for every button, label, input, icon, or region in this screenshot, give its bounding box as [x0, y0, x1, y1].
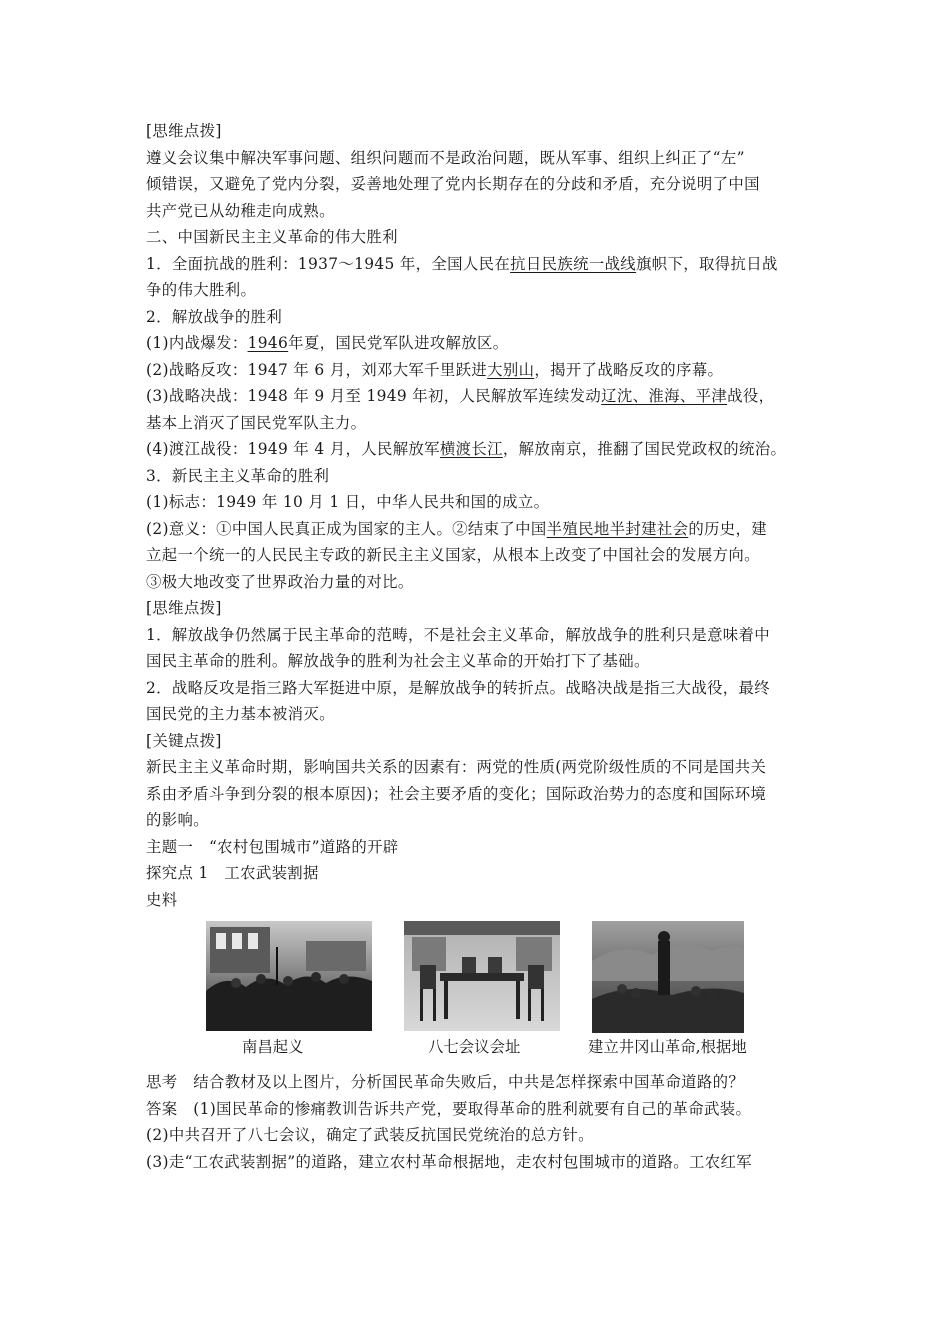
caption-august-seventh-meeting-site: 八七会议会址 [428, 1038, 521, 1056]
text-line [146, 675, 814, 702]
text-segment: 2．战略反攻是指三路大军挺进中原，是解放战争的转折点。战略决战是指三大战役，最终 [146, 678, 771, 697]
text-segment: [思维点拨] [146, 122, 222, 140]
text-line [146, 410, 814, 437]
text-line [146, 463, 814, 490]
text-segment: 遵义会议集中解决军事问题、组织问题而不是政治问题，既从军事、组织上纠正了“左” [146, 148, 745, 167]
text-line [146, 145, 814, 172]
text-line [146, 648, 814, 675]
text-line [146, 728, 814, 755]
jinggangshan-image [592, 921, 744, 1033]
text-line [146, 569, 814, 596]
text-segment: 年夏，国民党军队进攻解放区。 [288, 334, 509, 352]
text-line [146, 357, 814, 384]
text-line [146, 198, 814, 225]
text-segment: 共产党已从幼稚走向成熟。 [146, 201, 335, 220]
text-segment: ③极大地改变了世界政治力量的对比。 [146, 572, 414, 591]
figure-nanchang-uprising [206, 921, 372, 1031]
text-line [146, 1096, 814, 1123]
underlined-answer: 大别山 [487, 360, 535, 379]
text-line [146, 887, 814, 914]
caption-nanchang-uprising: 南昌起义 [242, 1038, 304, 1056]
text-segment: 1．解放战争仍然属于民主革命的范畴，不是社会主义革命，解放战争的胜利只是意味着中 [146, 625, 771, 644]
text-line [146, 171, 814, 198]
text-segment: 主题一 “农村包围城市”道路的开辟 [146, 837, 399, 856]
text-segment: 立起一个统一的人民民主专政的新民主主义国家，从根本上改变了中国社会的发展方向。 [146, 546, 760, 564]
document-page [146, 118, 814, 1175]
text-line [146, 542, 814, 569]
text-body [146, 118, 814, 913]
text-line [146, 860, 814, 887]
text-line [146, 701, 814, 728]
text-line [146, 224, 814, 251]
text-segment: 新民主主义革命时期，影响国共关系的因素有：两党的性质(两党阶级性质的不同是国共关 [146, 758, 767, 776]
text-line [146, 781, 814, 808]
text-line [146, 251, 814, 278]
text-body-continued [146, 1069, 814, 1175]
text-line [146, 304, 814, 331]
text-segment: 国民党的主力基本被消灭。 [146, 705, 335, 723]
text-segment: (2)意义：①中国人民真正成为国家的主人。②结束了中国 [146, 519, 547, 538]
text-segment: (3)战略决战：1948 年 9 月至 1949 年初，人民解放军连续发动 [146, 387, 602, 405]
text-segment: 思考 结合教材及以上图片，分析国民革命失败后，中共是怎样探索中国革命道路的？ [146, 1073, 745, 1091]
text-segment: 倾错误，又避免了党内分裂，妥善地处理了党内长期存在的分歧和矛盾，充分说明了中国 [146, 175, 760, 193]
text-segment: 战役， [727, 387, 775, 405]
nanchang-uprising-image [206, 921, 372, 1031]
underlined-answer: 辽沈、淮海、平津 [601, 387, 728, 405]
text-segment: 的历史，建 [688, 519, 768, 538]
underlined-answer: 半殖民地半封建社会 [546, 519, 689, 538]
text-line [146, 516, 814, 543]
text-line [146, 754, 814, 781]
text-line [146, 1069, 814, 1096]
text-segment: 史料 [146, 890, 178, 909]
text-line [146, 118, 814, 145]
text-line [146, 1122, 814, 1149]
text-line [146, 807, 814, 834]
text-segment: 国民主革命的胜利。解放战争的胜利为社会主义革命的开始打下了基础。 [146, 652, 650, 670]
text-segment: 探究点 1 工农武装割据 [146, 864, 319, 882]
text-segment: (3)走“工农武装割据”的道路，建立农村革命根据地，走农村包围城市的道路。工农红军 [146, 1152, 752, 1171]
text-segment: 3．新民主主义革命的胜利 [146, 466, 330, 485]
text-line [146, 489, 814, 516]
caption-jinggangshan-base: 建立井冈山革命,根据地 [588, 1038, 747, 1056]
text-line [146, 622, 814, 649]
text-segment: [思维点拨] [146, 599, 222, 617]
text-line [146, 330, 814, 357]
text-segment: ，解放南京，推翻了国民党政权的统治。 [502, 440, 787, 458]
text-segment: 答案 (1)国民革命的惨痛教训告诉共产党，要取得革命的胜利就要有自己的革命武装。 [146, 1099, 752, 1118]
text-segment: 旗帜下，取得抗日战 [636, 254, 778, 273]
underlined-answer: 横渡长江 [439, 440, 503, 458]
text-line [146, 595, 814, 622]
text-segment: [关键点拨] [146, 731, 222, 750]
text-segment: 的影响。 [146, 811, 209, 829]
text-line [146, 383, 814, 410]
text-segment: (1)内战爆发： [146, 334, 248, 352]
text-segment: (2)战略反攻：1947 年 6 月，刘邓大军千里跃进 [146, 360, 488, 379]
text-segment: (1)标志：1949 年 10 月 1 日，中华人民共和国的成立。 [146, 493, 550, 511]
text-segment: 系由矛盾斗争到分裂的根本原因)；社会主要矛盾的变化；国际政治势力的态度和国际环境 [146, 784, 767, 803]
text-segment: 争的伟大胜利。 [146, 281, 257, 299]
text-segment: ，揭开了战略反攻的序幕。 [534, 360, 724, 379]
text-segment: 基本上消灭了国民党军队主力。 [146, 413, 367, 432]
text-line [146, 436, 814, 463]
underlined-answer: 抗日民族统一战线 [510, 254, 637, 273]
underlined-answer: 1946 [247, 334, 289, 352]
text-line [146, 834, 814, 861]
figure-row [146, 917, 814, 1069]
text-line [146, 277, 814, 304]
figure-jinggangshan-base [592, 921, 744, 1033]
text-segment: (2)中共召开了八七会议，确定了武装反抗国民党统治的总方针。 [146, 1126, 594, 1144]
text-line [146, 1149, 814, 1176]
text-segment: 1．全面抗战的胜利：1937～1945 年，全国人民在 [146, 254, 511, 273]
figure-august-seventh-meeting-site [404, 921, 560, 1031]
text-segment: 2．解放战争的胜利 [146, 307, 283, 326]
text-segment: 二、中国新民主主义革命的伟大胜利 [146, 228, 398, 246]
text-segment: (4)渡江战役：1949 年 4 月，人民解放军 [146, 440, 440, 458]
meeting-room-image [404, 921, 560, 1031]
